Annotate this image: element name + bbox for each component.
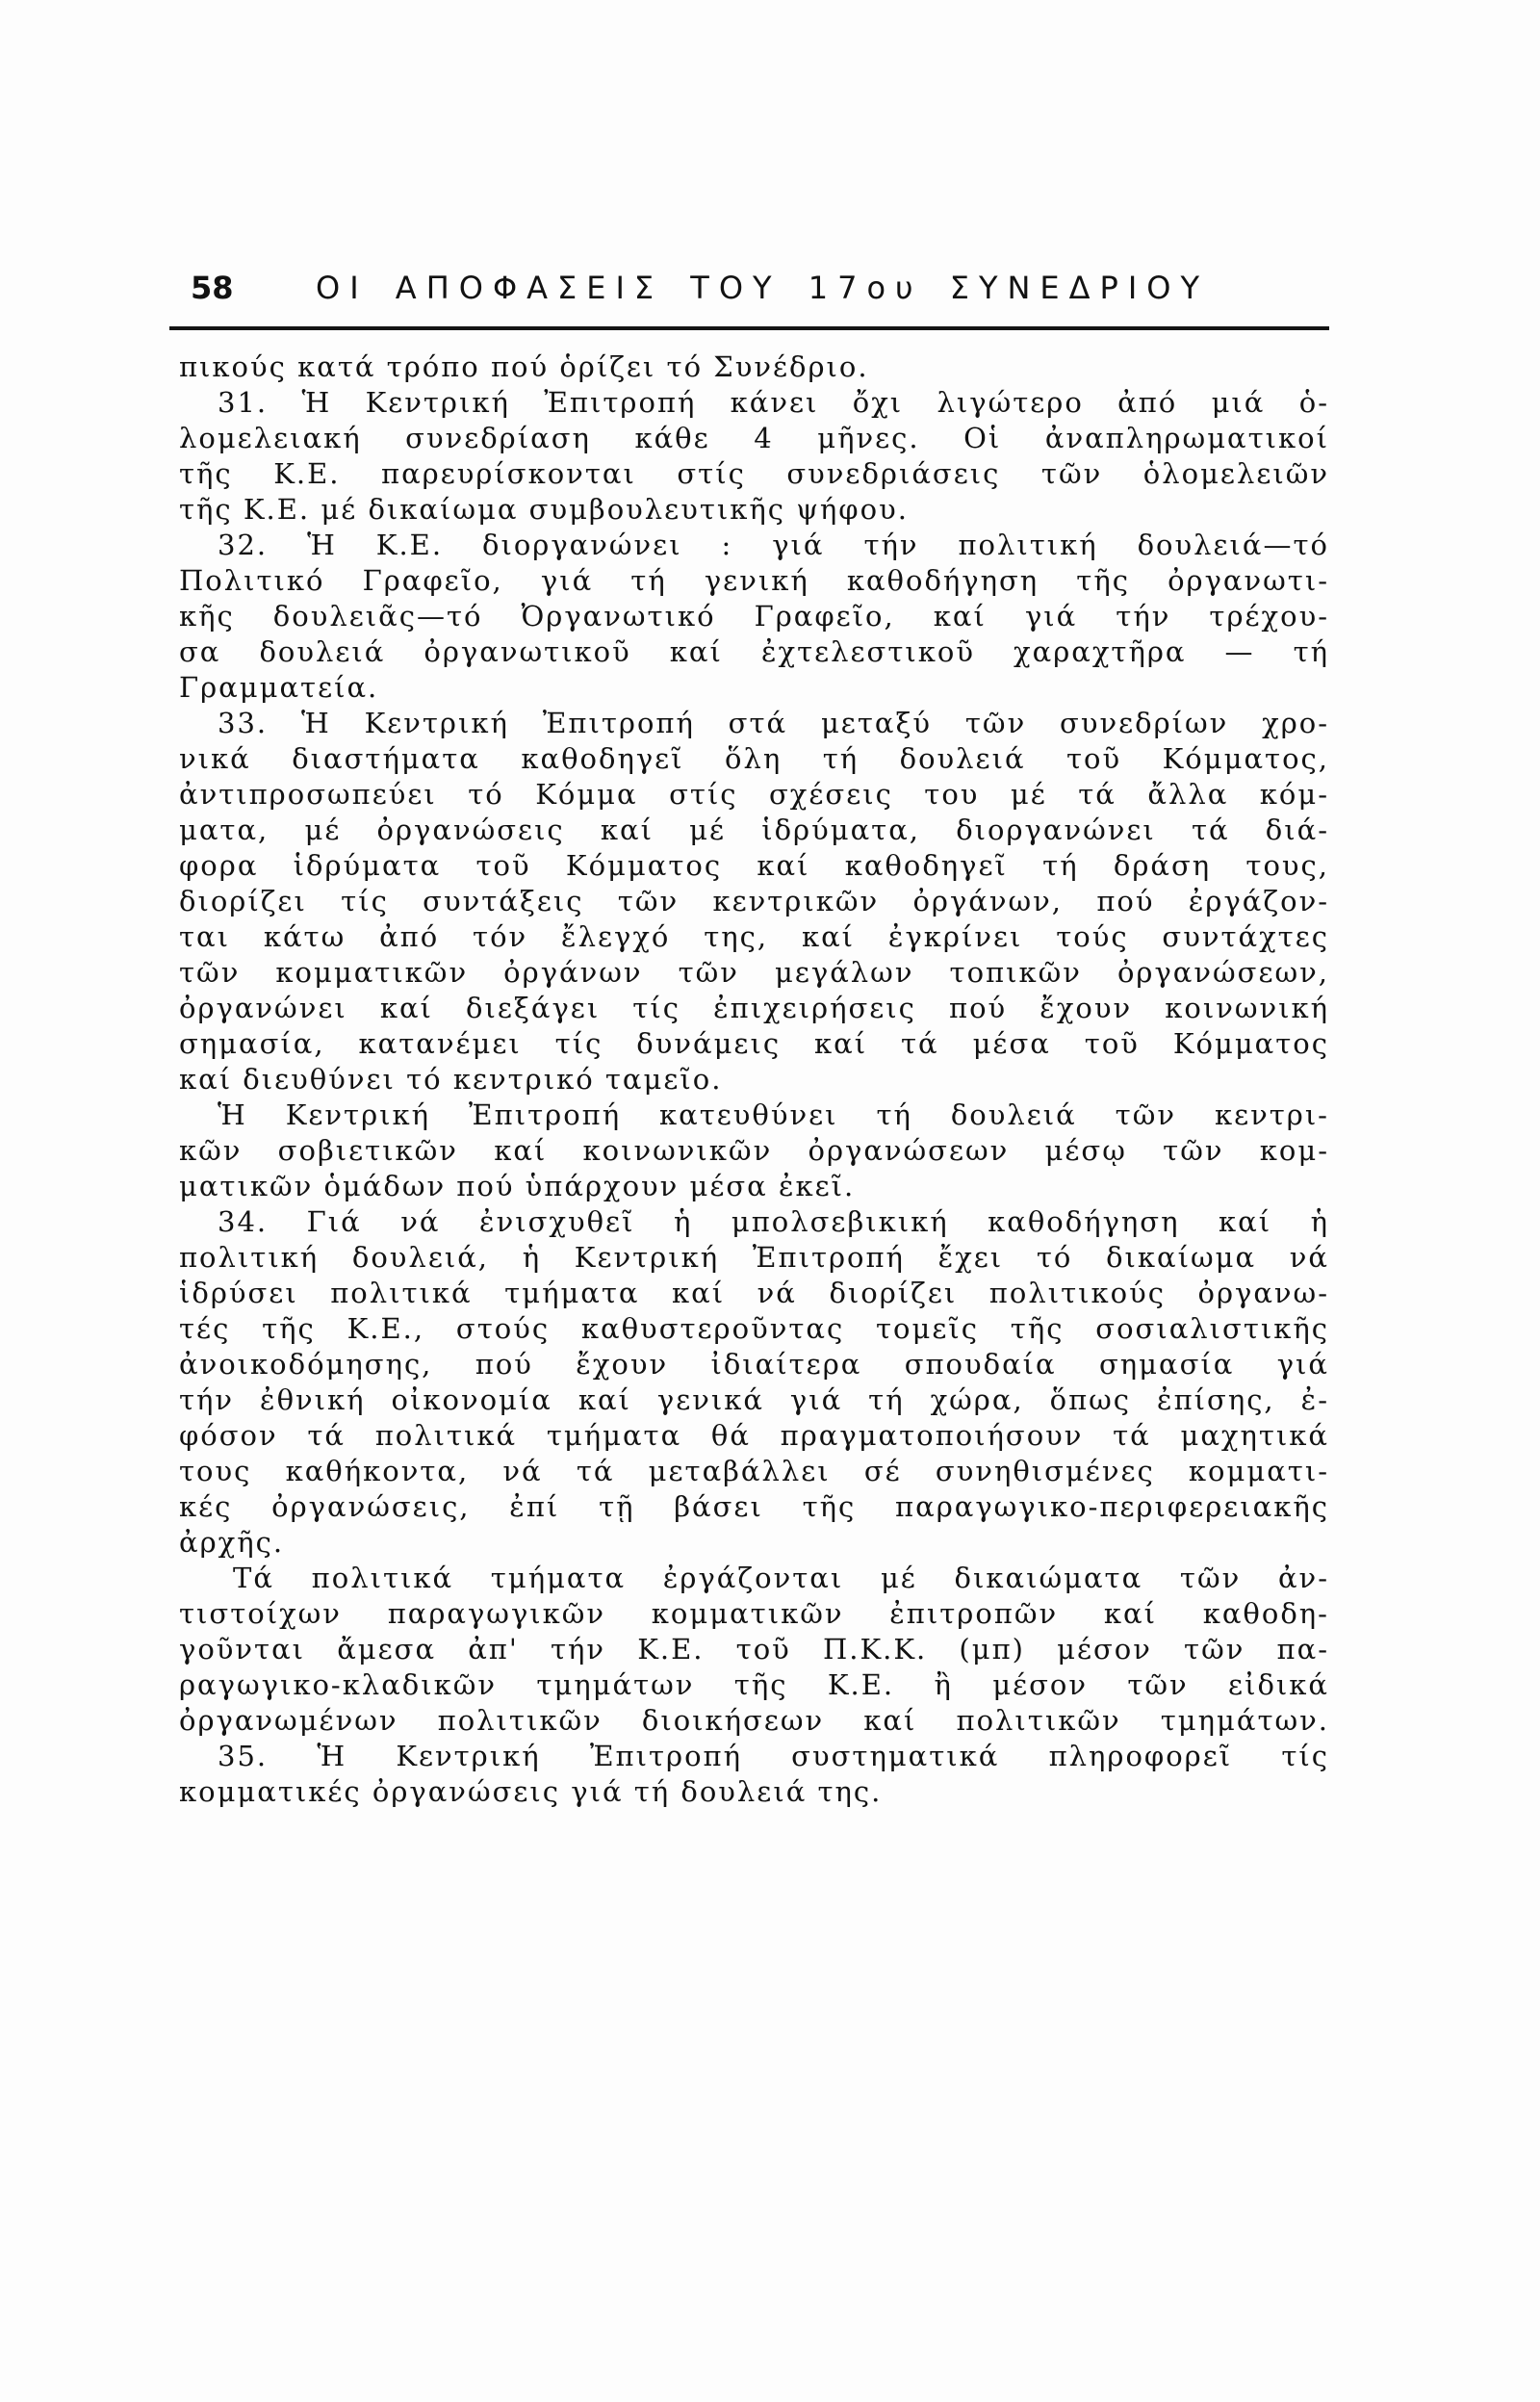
text-line: πικούς κατά τρόπο πού ὁρίζει τό Συνέδριο. [179, 350, 869, 383]
paragraph-31 [179, 385, 1329, 528]
text-line: κῶν σοβιετικῶν καί κοινωνικῶν ὀργανώσεων μέσῳ τῶν κομ- [179, 1134, 1329, 1167]
paragraph-35 [179, 1739, 1329, 1810]
text-line: κῆς δουλειᾶς—τό Ὀργανωτικό Γραφεῖο, καί γιά τήν τρέχου- [179, 600, 1329, 633]
paragraph-34 [179, 1204, 1329, 1561]
text-line: λομελειακή συνεδρίαση κάθε 4 μῆνες. Οἱ ἀναπληρωματικοί [179, 422, 1329, 454]
text-line: ἀνοικοδόμησης, πού ἔχουν ἰδιαίτερα σπουδαία σημασία γιά [179, 1348, 1329, 1381]
text-line: τῶν κομματικῶν ὀργάνων τῶν μεγάλων τοπικῶν ὀργανώσεων, [179, 956, 1329, 989]
text-line: ραγωγικο-κλαδικῶν τμημάτων τῆς Κ.Ε. ἢ μέσον τῶν εἰδικά [179, 1668, 1329, 1701]
text-line: φορα ἱδρύματα τοῦ Κόμματος καί καθοδηγεῖ τή δράση τους, [179, 849, 1329, 882]
text-line: τῆς Κ.Ε. μέ δικαίωμα συμβουλευτικῆς ψήφου. [179, 493, 909, 526]
text-line: ματικῶν ὁμάδων πού ὑπάρχουν μέσα ἐκεῖ. [179, 1170, 856, 1202]
text-line: τές τῆς Κ.Ε., στούς καθυστεροῦντας τομεῖς τῆς σοσιαλιστικῆς [179, 1312, 1329, 1345]
page-number: 58 [191, 270, 234, 306]
text-line: ὀργανωμένων πολιτικῶν διοικήσεων καί πολιτικῶν τμημάτων. [179, 1704, 1329, 1737]
text-line: ἱδρύσει πολιτικά τμήματα καί νά διορίζει πολιτικούς ὀργανω- [179, 1277, 1329, 1309]
text-line: κές ὀργανώσεις, ἐπί τῇ βάσει τῆς παραγωγικο-περιφερειακῆς [179, 1490, 1329, 1523]
text-line: ματα, μέ ὀργανώσεις καί μέ ἱδρύματα, διοργανώνει τά διά- [179, 814, 1329, 846]
body-text [179, 349, 1329, 1810]
text-line: νικά διαστήματα καθοδηγεῖ ὅλη τή δουλειά τοῦ Κόμματος, [179, 742, 1329, 775]
text-line: Ἡ Κεντρική Ἐπιτροπή κατευθύνει τή δουλειά τῶν κεντρι- [218, 1098, 1329, 1131]
text-line: ἀντιπροσωπεύει τό Κόμμα στίς σχέσεις του μέ τά ἄλλα κόμ- [179, 778, 1329, 811]
text-line: κομματικές ὀργανώσεις γιά τή δουλειά της. [179, 1775, 883, 1808]
paragraph-33-continued [179, 1098, 1329, 1204]
text-line: τιστοίχων παραγωγικῶν κομματικῶν ἐπιτροπῶν καί καθοδη- [179, 1597, 1329, 1630]
paragraph-32 [179, 528, 1329, 706]
text-line: 33. Ἡ Κεντρική Ἐπιτροπή στά μεταξύ τῶν συνεδρίων χρο- [218, 707, 1329, 739]
text-line: γοῦνται ἄμεσα ἀπ' τήν Κ.Ε. τοῦ Π.Κ.Κ. (μπ) μέσον τῶν πα- [179, 1633, 1329, 1666]
text-line: ὀργανώνει καί διεξάγει τίς ἐπιχειρήσεις πού ἔχουν κοινωνική [179, 992, 1329, 1024]
text-line: πολιτική δουλειά, ἡ Κεντρική Ἐπιτροπή ἔχει τό δικαίωμα νά [179, 1241, 1329, 1274]
text-line: τους καθήκοντα, νά τά μεταβάλλει σέ συνηθισμένες κομματι- [179, 1455, 1329, 1487]
text-line: τήν ἐθνική οἰκονομία καί γενικά γιά τή χώρα, ὅπως ἐπίσης, ἐ- [179, 1383, 1329, 1416]
text-line: 32. Ἡ Κ.Ε. διοργανώνει : γιά τήν πολιτική δουλειά—τό [218, 529, 1329, 561]
text-line: τῆς Κ.Ε. παρευρίσκονται στίς συνεδριάσεις τῶν ὁλομελειῶν [179, 457, 1329, 490]
text-line: σα δουλειά ὀργανωτικοῦ καί ἐχτελεστικοῦ χαραχτῆρα — τή [179, 635, 1329, 668]
text-line: 35. Ἡ Κεντρική Ἐπιτροπή συστηματικά πληροφορεῖ τίς [218, 1740, 1329, 1772]
text-line: φόσον τά πολιτικά τμήματα θά πραγματοποιήσουν τά μαχητικά [179, 1419, 1329, 1452]
text-line: Γραμματεία. [179, 671, 379, 704]
paragraph-34-continued [179, 1561, 1329, 1739]
paragraph-33 [179, 706, 1329, 1098]
header-rule [169, 326, 1329, 330]
text-line: ἀρχῆς. [179, 1526, 285, 1559]
text-line: Πολιτικό Γραφεῖο, γιά τή γενική καθοδήγηση τῆς ὀργανωτι- [179, 564, 1329, 597]
text-line: 31. Ἡ Κεντρική Ἐπιτροπή κάνει ὄχι λιγώτερο ἀπό μιά ὁ- [218, 386, 1329, 419]
text-line: καί διευθύνει τό κεντρικό ταμεῖο. [179, 1063, 723, 1096]
text-line: διορίζει τίς συντάξεις τῶν κεντρικῶν ὀργάνων, πού ἐργάζον- [179, 885, 1329, 917]
text-line: ται κάτω ἀπό τόν ἔλεγχό της, καί ἐγκρίνει τούς συντάχτες [179, 920, 1329, 953]
text-line: σημασία, κατανέμει τίς δυνάμεις καί τά μέσα τοῦ Κόμματος [179, 1027, 1329, 1060]
paragraph-continued [179, 349, 1329, 385]
text-line: Τά πολιτικά τμήματα ἐργάζονται μέ δικαιώματα τῶν ἀν- [233, 1562, 1329, 1594]
running-title: ΟΙ ΑΠΟΦΑΣΕΙΣ ΤΟΥ 17ου ΣΥΝΕΔΡΙΟΥ [316, 270, 1209, 306]
text-line: 34. Γιά νά ἐνισχυθεῖ ἡ μπολσεβικική καθοδήγηση καί ἡ [218, 1205, 1329, 1238]
